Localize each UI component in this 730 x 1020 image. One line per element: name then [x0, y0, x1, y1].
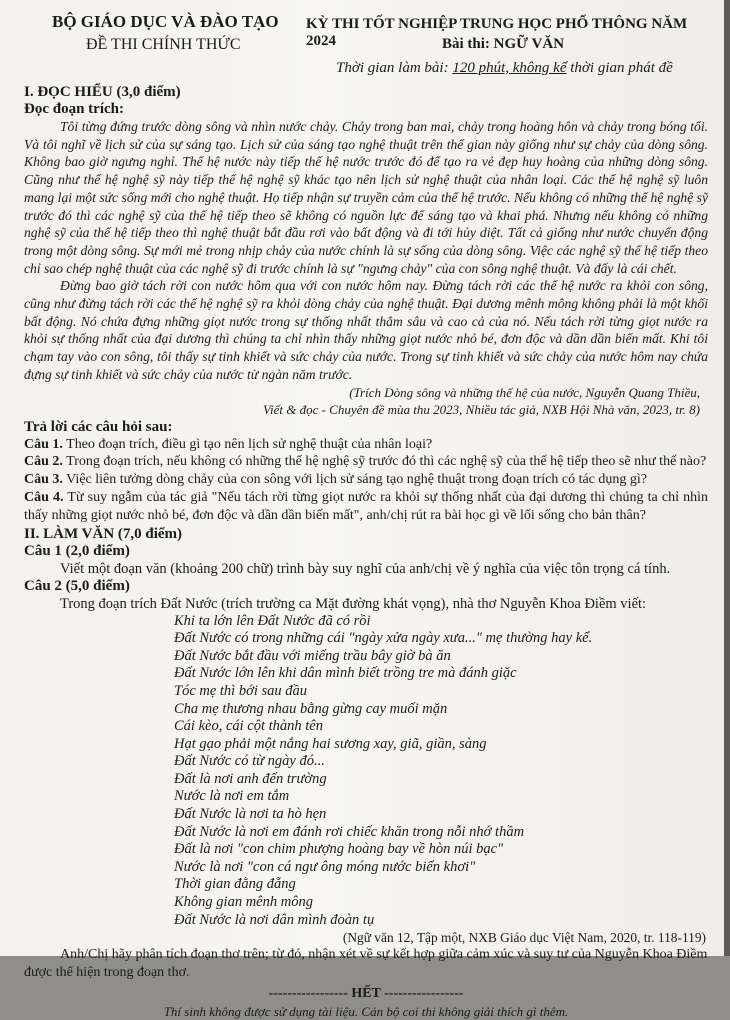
- writing-q1-label: Câu 1 (2,0 điểm): [24, 542, 130, 559]
- question-4: Câu 4. Từ suy ngẫm của tác giả "Nếu tách rời từng giọt nước ra khỏi sự thống nhất của đại dương thì chúng ta chỉ nhìn thấy những giọt nước nhỏ bé, đơn độc và dần dần biến mất", anh/chị rút ra bài học gì về lối sống cho bản thân?: [24, 489, 708, 523]
- photo-edge-shadow: [724, 0, 730, 956]
- exam-header: [24, 6, 708, 76]
- poem-line: Nước là nơi em tắm: [174, 788, 290, 805]
- poem-line: Đất Nước bắt đầu với miếng trầu bây giờ bà ăn: [174, 647, 451, 664]
- poem-line: Nước là nơi "con cá ngư ông móng nước biển khơi": [174, 858, 476, 875]
- footer-note: Thí sinh không được sử dụng tài liệu. Cán bộ coi thi không giải thích gì thêm.: [163, 1004, 569, 1020]
- part1-title: I. ĐỌC HIỂU (3,0 điểm): [24, 84, 181, 100]
- end-mark: ----------------- HẾT -----------------: [268, 986, 464, 1002]
- official-status: ĐỀ THI CHÍNH THỨC: [86, 36, 241, 53]
- poem-line: Cha mẹ thương nhau bằng gừng cay muối mặn: [174, 700, 448, 717]
- passage-paragraph: Đừng bao giờ tách rời con nước hôm qua với con nước hôm nay. Đừng tách rời các thế hệ nước ra khỏi con sông, cũng như đừng tách rời các thế hệ nghệ sỹ ra khỏi dòng chảy của nghệ thuật. Đại dương mênh mông không phải là một khối bất động. Nó chứa đựng những giọt nước trong sự thống nhất thẳm sâu và cao cả của nó. Nếu tách rời từng giọt nước ra khỏi sự thống nhất của đại dương thì chúng ta chỉ nhìn thấy những giọt nước nhỏ bé, đơn độc và dần dần biến mất. Khi tôi chạm tay vào con sông, tôi thấy sự tinh khiết và sức chảy của nước. Trong sự tinh khiết và sức chảy của nước hôm nay chứa đựng sự tinh khiết và sức chảy của nước từ ngàn năm trước.: [24, 278, 708, 382]
- poem-line: Khi ta lớn lên Đất Nước đã có rồi: [174, 612, 371, 629]
- exam-time: Thời gian làm bài: 120 phút, không kể thời gian phát đề: [336, 60, 673, 76]
- poem-line: Thời gian đằng đẵng: [174, 876, 296, 893]
- poem-line: Đất là nơi "con chim phượng hoàng bay về hòn núi bạc": [174, 841, 504, 858]
- excerpt-label: Đọc đoạn trích:: [24, 101, 124, 117]
- poem-line: Đất Nước có từ ngày đó...: [174, 753, 325, 770]
- question-2: Câu 2. Trong đoạn trích, nếu không có những thế hệ nghệ sỹ trước đó thì các nghệ sỹ của thế hệ tiếp theo sẽ như thế nào?: [24, 454, 707, 470]
- poem-line: Đất Nước lớn lên khi dân mình biết trồng tre mà đánh giặc: [174, 665, 517, 682]
- passage-source: (Trích Dòng sông và những thế hệ của nước, Nguyễn Quang Thiều, Viết & đọc - Chuyên đề mùa thu 2023, Nhiều tác giả, NXB Hội Nhà văn, 2023, tr. 8): [262, 384, 700, 418]
- writing-q2-intro: Trong đoạn trích Đất Nước (trích trường ca Mặt đường khát vọng), nhà thơ Nguyễn Khoa Điềm viết:: [60, 595, 647, 612]
- poem-line: Đất Nước là nơi em đánh rơi chiếc khăn trong nỗi nhớ thầm: [174, 823, 525, 840]
- poem-line: Đất Nước là nơi dân mình đoàn tụ: [174, 911, 375, 928]
- writing-q1-text: Viết một đoạn văn (khoảng 200 chữ) trình bày suy nghĩ của anh/chị về ý nghĩa của việc tôn trọng cá tính.: [60, 560, 671, 577]
- poem-excerpt: [174, 613, 708, 930]
- poem-line: Đất là nơi anh đến trường: [174, 770, 327, 787]
- poem-line: Cái kèo, cái cột thành tên: [174, 718, 323, 735]
- reading-passage: [24, 118, 708, 384]
- part2-title: II. LÀM VĂN (7,0 điểm): [24, 525, 183, 542]
- poem-line: Đất Nước có trong những cái "ngày xửa ngày xưa..." mẹ thường hay kể.: [174, 630, 593, 647]
- passage-paragraph: Tôi từng đứng trước dòng sông và nhìn nước chảy. Chảy trong ban mai, chảy trong hoàng hôn và chảy trong bóng tối. Và tôi nghĩ về lịch sử của sự sáng tạo. Lịch sử của sáng tạo nghệ thuật trên thế gian này giống như sự chảy của dòng sông. Không bao giờ ngưng nghỉ. Thế hệ nước này tiếp thế hệ nước trước đó để tạo ra vẻ đẹp huy hoàng của những dòng sông. Cũng như thế hệ nghệ sỹ này tiếp thế hệ nghệ sỹ khác tạo nên lịch sử nghệ thuật của nhân loại. Các thế hệ nghệ sỹ luôn mang lại một sức sống mới cho nghệ thuật. Họ tiếp nhận sự truyền cảm của thế hệ trước. Nếu không có những thế hệ nghệ sỹ trước đó thì các nghệ sỹ của thế hệ tiếp theo sẽ không có nguồn lực để sáng tạo và khai phá. Nhưng nếu không có những nghệ sỹ của thế hệ tiếp theo thì nghệ thuật bắt đầu rơi vào bất động và đi tới hủy diệt. Tất cả giống như nước chuyển động trong một dòng sông. Sự mới mẻ trong nhịp chảy của nước chính là sự sống của dòng sông. Việc các nghệ sỹ thế hệ tiếp theo chỉ sao chép nghệ thuật của các nghệ sỹ đi trước chính là sự "ngưng chảy" của con sông nghệ thuật. Và đấy là cái chết.: [24, 119, 708, 276]
- exam-subject: Bài thi: NGỮ VĂN: [442, 36, 565, 52]
- writing-q2-task: Anh/Chị hãy phân tích đoạn thơ trên; từ đó, nhận xét về sự kết hợp giữa cảm xúc và suy tư của Nguyễn Khoa Điềm được thể hiện trong đoạn thơ.: [24, 947, 708, 981]
- poem-line: Không gian mênh mông: [174, 894, 313, 911]
- ministry-name: BỘ GIÁO DỤC VÀ ĐÀO TẠO: [52, 12, 279, 31]
- writing-q2-label: Câu 2 (5,0 điểm): [24, 577, 130, 594]
- poem-line: Hạt gạo phải một nắng hai sương xay, giã, giần, sàng: [174, 735, 487, 752]
- question-1: Câu 1. Theo đoạn trích, điều gì tạo nên lịch sử nghệ thuật của nhân loại?: [24, 436, 433, 452]
- poem-source: (Ngữ văn 12, Tập một, NXB Giáo dục Việt Nam, 2020, tr. 118-119): [342, 930, 706, 946]
- answer-prompt: Trả lời các câu hỏi sau:: [24, 418, 173, 435]
- time-value: 120 phút, không kể: [452, 60, 567, 76]
- question-3: Câu 3. Việc liên tưởng dòng chảy của con sông với lịch sử sáng tạo nghệ thuật trong đoạn trích có tác dụng gì?: [24, 472, 647, 488]
- poem-line: Tóc mẹ thì bới sau đầu: [174, 682, 307, 699]
- exam-name: KỲ THI TỐT NGHIỆP TRUNG HỌC PHỔ THÔNG NĂM 2024: [306, 16, 688, 49]
- poem-line: Đất Nước là nơi ta hò hẹn: [174, 806, 327, 823]
